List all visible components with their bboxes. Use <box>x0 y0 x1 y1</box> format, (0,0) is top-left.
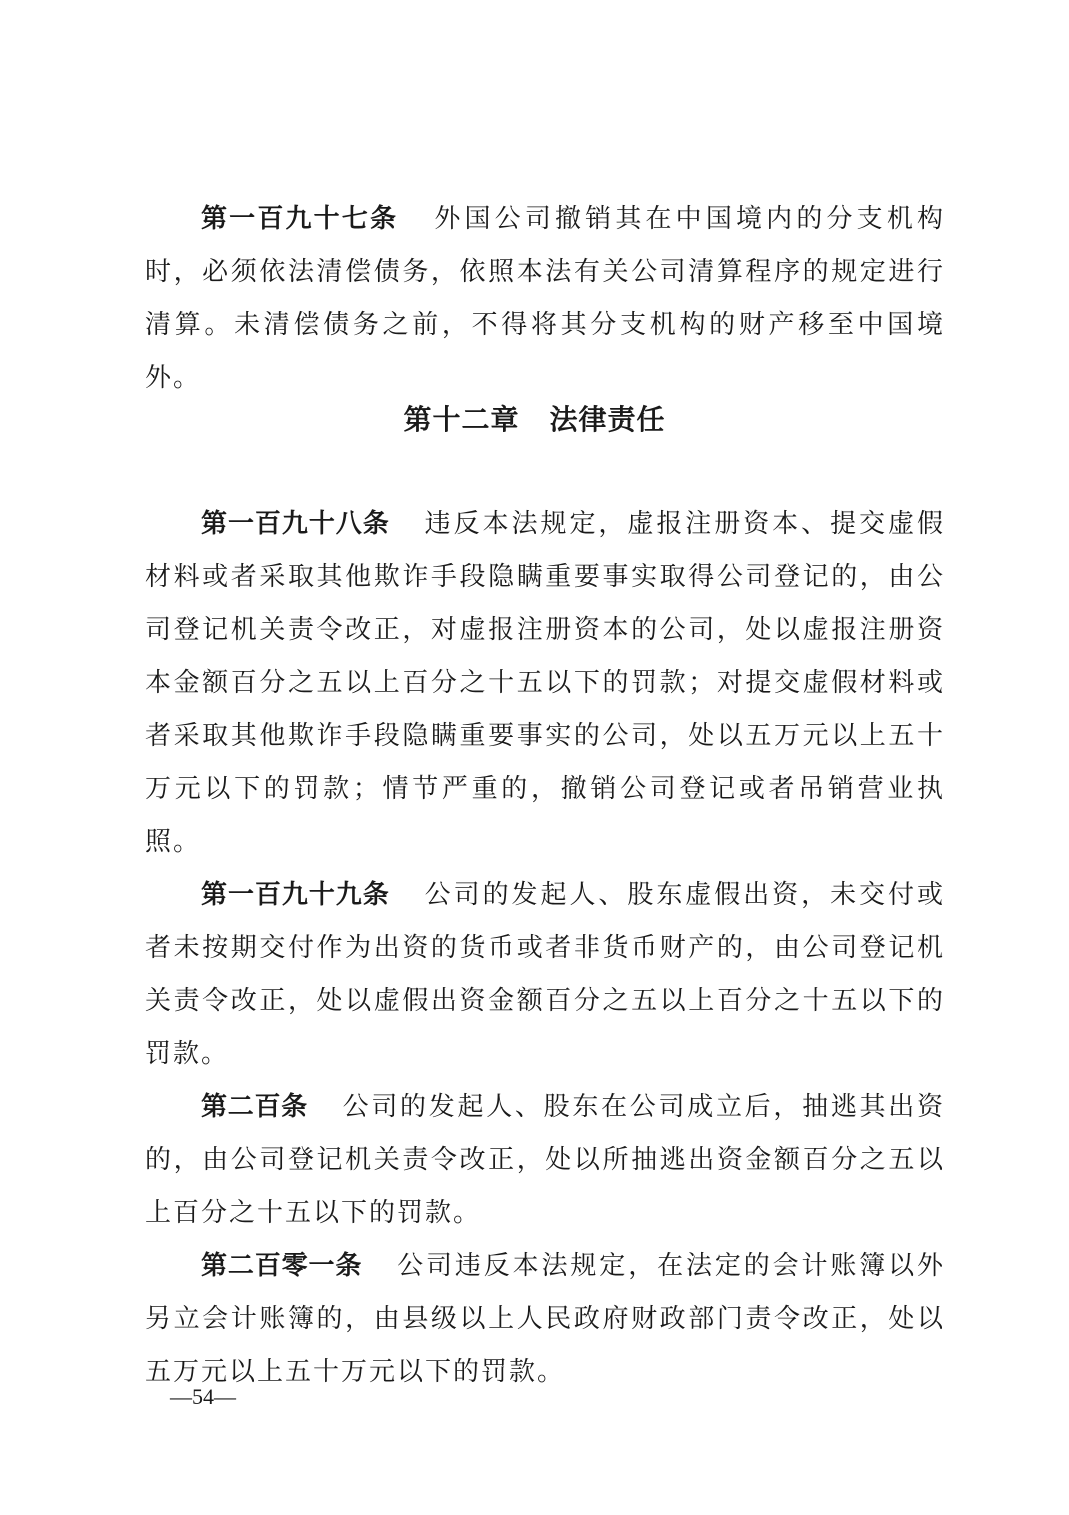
article-paragraph <box>145 1240 945 1399</box>
article-number: 第一百九十八条 <box>201 509 390 539</box>
article-text: 违反本法规定，虚报注册资本、提交虚假材料或者采取其他欺诈手段隐瞒重要事实取得公司登记的，由公司登记机关责令改正，对虚报注册资本的公司，处以虚报注册资本金额百分之五以上百分之十五以下的罚款；对提交虚假材料或者采取其他欺诈手段隐瞒重要事实的公司，处以五万元以上五十万元以下的罚款；情节严重的，撤销公司登记或者吊销营业执照。 <box>145 509 945 857</box>
article-paragraph <box>145 498 945 869</box>
article-paragraph <box>145 1081 945 1240</box>
article-text: 外国公司撤销其在中国境内的分支机构时，必须依法清偿债务，依照本法有关公司清算程序的规定进行清算。未清偿债务之前，不得将其分支机构的财产移至中国境外。 <box>145 204 945 393</box>
article-text: 公司违反本法规定，在法定的会计账簿以外另立会计账簿的，由县级以上人民政府财政部门责令改正，处以五万元以上五十万元以下的罚款。 <box>145 1251 945 1387</box>
article-number: 第二百零一条 <box>201 1251 363 1281</box>
article-number: 第一百九十七条 <box>201 204 399 234</box>
article-block-197 <box>145 193 945 405</box>
chapter-articles <box>145 498 945 1399</box>
article-paragraph <box>145 869 945 1081</box>
article-paragraph <box>145 193 945 405</box>
chapter-heading <box>0 398 1069 438</box>
article-text: 公司的发起人、股东虚假出资，未交付或者未按期交付作为出资的货币或者非货币财产的，由公司登记机关责令改正，处以虚假出资金额百分之五以上百分之十五以下的罚款。 <box>145 880 945 1069</box>
page-number: —54— <box>170 1384 236 1409</box>
article-number: 第二百条 <box>201 1092 308 1122</box>
article-text: 公司的发起人、股东在公司成立后，抽逃其出资的，由公司登记机关责令改正，处以所抽逃出资金额百分之五以上百分之十五以下的罚款。 <box>145 1092 945 1228</box>
article-number: 第一百九十九条 <box>201 880 390 910</box>
chapter-number: 第十二章 <box>403 403 520 436</box>
chapter-title: 法律责任 <box>549 403 666 436</box>
